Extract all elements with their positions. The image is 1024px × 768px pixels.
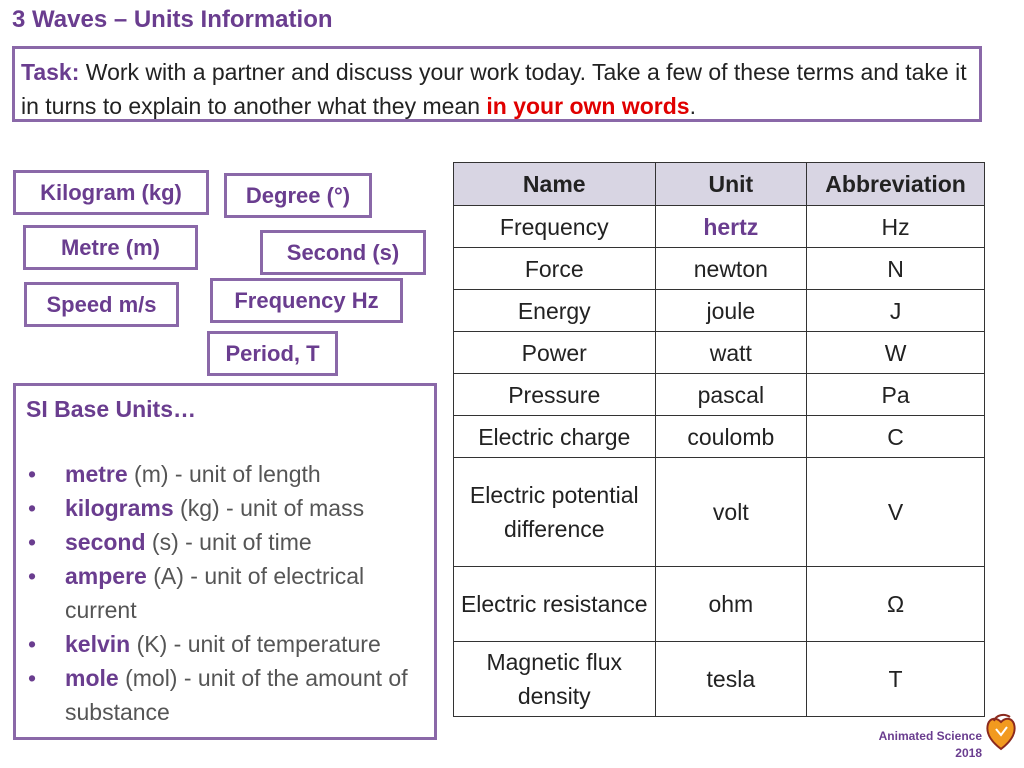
table-row (454, 290, 985, 332)
si-list-item (26, 525, 424, 559)
table-row (454, 567, 985, 642)
si-unit-name: kilograms (65, 495, 174, 521)
table-row (454, 458, 985, 567)
cell-unit: tesla (655, 642, 807, 717)
cell-abbreviation: T (807, 642, 985, 717)
cell-abbreviation: Ω (807, 567, 985, 642)
cell-unit: watt (655, 332, 807, 374)
table-row (454, 374, 985, 416)
task-emphasis: in your own words (486, 93, 690, 119)
si-unit-name: metre (65, 461, 128, 487)
term-card-metre: Metre (m) (23, 225, 198, 270)
si-heading: SI Base Units… (26, 396, 196, 422)
header-unit: Unit (655, 163, 807, 206)
si-unit-name: mole (65, 665, 119, 691)
cell-name: Energy (454, 290, 656, 332)
si-unit-desc: (m) - unit of length (127, 461, 321, 487)
cell-name: Electric charge (454, 416, 656, 458)
si-list-item (26, 491, 424, 525)
term-card-second: Second (s) (260, 230, 426, 275)
table-row (454, 416, 985, 458)
task-label: Task: (21, 59, 80, 85)
cell-unit: ohm (655, 567, 807, 642)
term-card-kilogram: Kilogram (kg) (13, 170, 209, 215)
cell-name: Pressure (454, 374, 656, 416)
cell-unit: hertz (655, 206, 807, 248)
cell-unit: pascal (655, 374, 807, 416)
table-row (454, 642, 985, 717)
footer-credit (879, 728, 982, 762)
si-list-item (26, 559, 424, 627)
si-unit-desc: (K) - unit of temperature (130, 631, 381, 657)
cell-name: Magnetic flux density (454, 642, 656, 717)
cell-name: Electric resistance (454, 567, 656, 642)
units-table (453, 162, 985, 717)
task-text: Work with a partner and discuss your work today. Take a few of these terms and take it in turns to explain to another what they mean (21, 59, 967, 119)
term-card-degree: Degree (°) (224, 173, 372, 218)
heart-logo-icon (984, 709, 1018, 758)
page-title: 3 Waves – Units Information (12, 6, 333, 33)
term-card-frequency: Frequency Hz (210, 278, 403, 323)
si-list (26, 457, 424, 729)
term-card-speed: Speed m/s (24, 282, 179, 327)
table-row (454, 248, 985, 290)
cell-abbreviation: Hz (807, 206, 985, 248)
task-text-end: . (689, 93, 696, 119)
cell-unit: coulomb (655, 416, 807, 458)
cell-name: Electric potential difference (454, 458, 656, 567)
cell-name: Frequency (454, 206, 656, 248)
si-list-item (26, 661, 424, 729)
si-unit-name: second (65, 529, 146, 555)
footer-line-2: 2018 (955, 746, 982, 760)
si-unit-name: ampere (65, 563, 147, 589)
cell-name: Power (454, 332, 656, 374)
cell-unit: volt (655, 458, 807, 567)
cell-abbreviation: J (807, 290, 985, 332)
cell-unit: joule (655, 290, 807, 332)
cell-abbreviation: W (807, 332, 985, 374)
footer-line-1: Animated Science (878, 729, 982, 743)
si-unit-desc: (kg) - unit of mass (173, 495, 365, 521)
cell-name: Force (454, 248, 656, 290)
si-unit-desc: (s) - unit of time (145, 529, 312, 555)
si-unit-desc: (A) - unit of electrical current (65, 563, 365, 623)
table-header-row (454, 163, 985, 206)
si-unit-name: kelvin (65, 631, 131, 657)
cell-abbreviation: V (807, 458, 985, 567)
cell-abbreviation: Pa (807, 374, 985, 416)
cell-abbreviation: C (807, 416, 985, 458)
header-name: Name (454, 163, 656, 206)
si-list-item (26, 627, 424, 661)
si-unit-desc: (mol) - unit of the amount of substance (65, 665, 408, 725)
si-list-item (26, 457, 424, 491)
si-base-units-box (13, 383, 437, 740)
cell-abbreviation: N (807, 248, 985, 290)
task-box (12, 46, 982, 122)
table-row (454, 206, 985, 248)
header-abbreviation: Abbreviation (807, 163, 985, 206)
term-card-period: Period, T (207, 331, 338, 376)
table-row (454, 332, 985, 374)
cell-unit: newton (655, 248, 807, 290)
